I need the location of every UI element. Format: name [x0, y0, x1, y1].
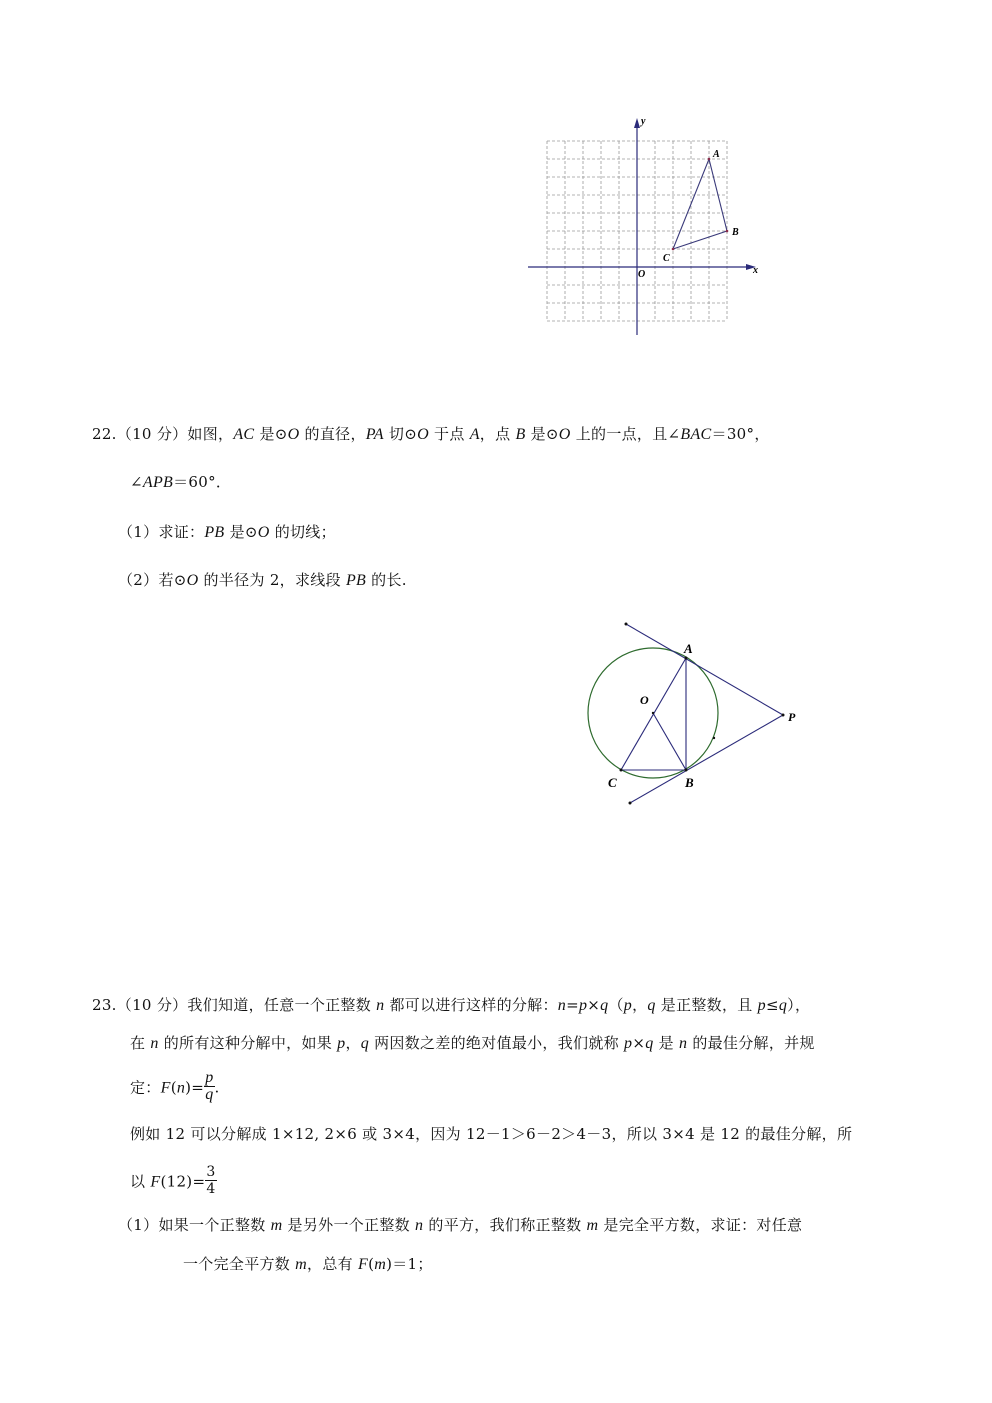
label-p: P: [788, 710, 796, 724]
text-run: 的切线；: [269, 523, 336, 541]
vertex-dot: [672, 248, 675, 251]
q23-example-arg: (12)=: [160, 1172, 206, 1191]
q23-sub1-line1: [118, 1215, 802, 1236]
origin-label: O: [638, 269, 646, 280]
tangent-line-pb: [630, 715, 783, 803]
text-run: 如图，: [187, 425, 234, 443]
text-run: ，: [345, 1034, 361, 1052]
vertex-label-b: B: [732, 227, 739, 238]
math-symbol: PB: [204, 524, 225, 541]
q23-example-func: F: [150, 1173, 161, 1191]
coordinate-grid-figure: [520, 110, 770, 345]
text-run: 是另外一个正整数: [282, 1216, 416, 1234]
q23-example-prefix: 以: [130, 1172, 151, 1191]
label-c: C: [608, 775, 617, 790]
text-run: 的所有这种分解中，如果: [158, 1034, 338, 1052]
math-symbol: p: [623, 997, 633, 1014]
text-run: 是正整数，且: [655, 996, 758, 1014]
text-run: ×: [587, 996, 601, 1014]
point-dot: [782, 714, 785, 717]
math-symbol: m: [270, 1217, 283, 1234]
text-run: 上的一点，且∠: [570, 425, 681, 443]
q23-def-func: F: [160, 1079, 171, 1097]
q23-statement: [187, 996, 810, 1014]
text-run: ），: [787, 996, 811, 1014]
text-run: 的最佳分解，并规: [687, 1034, 815, 1052]
math-symbol: n: [150, 1035, 159, 1052]
math-symbol: p: [624, 1035, 633, 1052]
text-run: 切⊙: [383, 425, 418, 443]
text-run: 是⊙: [254, 425, 288, 443]
point-dot: [713, 737, 715, 739]
math-symbol: F: [358, 1256, 369, 1273]
q22-sub1-text: [118, 523, 336, 541]
math-symbol: q: [645, 1035, 654, 1052]
text-run: ，总有: [307, 1255, 358, 1273]
text-run: 是: [653, 1034, 679, 1052]
vertex-label-c: C: [663, 253, 670, 264]
math-symbol: BAC: [680, 426, 712, 443]
text-run: （1）求证：: [118, 523, 205, 541]
point-dot: [652, 712, 654, 714]
vertex-label-a: A: [713, 149, 720, 160]
math-symbol: n: [678, 1035, 688, 1052]
text-run: (: [368, 1255, 375, 1273]
text-run: 一个完全平方数: [183, 1255, 296, 1273]
text-run: 的长.: [366, 571, 407, 589]
fraction-3-over-4: [205, 1164, 216, 1197]
q22-sub2-text: [118, 571, 407, 589]
text-run: 在: [130, 1034, 151, 1052]
math-symbol: APB: [142, 474, 174, 491]
fraction-numerator: p: [205, 1069, 214, 1086]
q23-line1: [92, 995, 810, 1016]
point-dot: [620, 769, 623, 772]
label-o: O: [640, 693, 649, 707]
text-run: 的直径，: [299, 425, 366, 443]
y-axis-label: y: [641, 116, 646, 127]
q22-statement: [187, 425, 769, 443]
text-run: ＝30°，: [711, 425, 770, 443]
q23-def-prefix: 定：: [130, 1078, 161, 1097]
q23-sub1-line2: [183, 1254, 433, 1275]
math-symbol: O: [287, 426, 300, 443]
q23-sub1-text-cont: [183, 1255, 433, 1273]
math-symbol: O: [558, 426, 571, 443]
math-symbol: PA: [365, 426, 384, 443]
q22-sub1: [118, 522, 336, 543]
x-axis-label: x: [753, 265, 758, 276]
q23-line2: [130, 1033, 815, 1054]
segment-ob: [653, 713, 686, 770]
text-run: 的半径为 2，求线段: [198, 571, 346, 589]
circle-tangent-figure: [580, 615, 810, 815]
math-symbol: B: [515, 426, 526, 443]
point-dot: [625, 623, 628, 626]
q23-line4: [130, 1124, 852, 1144]
fraction-numerator: 3: [206, 1164, 216, 1180]
math-symbol: m: [586, 1217, 599, 1234]
label-a: A: [684, 641, 693, 656]
triangle-outline: [673, 159, 727, 249]
text-run: 是⊙: [224, 523, 258, 541]
text-run: （1）如果一个正整数: [118, 1216, 271, 1234]
text-run: 是完全平方数，求证：对任意: [598, 1216, 803, 1234]
triangle-abc: [672, 158, 729, 251]
math-symbol: m: [374, 1256, 387, 1273]
text-run: ＝60°．: [173, 473, 232, 491]
text-run: ≤: [765, 996, 779, 1014]
q23-def-arg: n: [176, 1079, 186, 1097]
text-run: （2）若⊙: [118, 571, 187, 589]
q23-line5: [130, 1166, 217, 1199]
tangent-line-pa: [626, 624, 783, 715]
q22-number: 22.: [92, 425, 117, 443]
point-dot: [685, 657, 688, 660]
text-run: （: [608, 996, 624, 1014]
math-symbol: O: [186, 572, 199, 589]
math-symbol: q: [360, 1035, 370, 1052]
math-symbol: AC: [233, 426, 255, 443]
text-run: ∠: [130, 473, 143, 491]
math-symbol: O: [257, 524, 270, 541]
q22-statement-cont: [130, 473, 231, 491]
q22-sub2: [118, 570, 407, 591]
text-run: 都可以进行这样的分解：: [384, 996, 558, 1014]
text-run: 是⊙: [525, 425, 559, 443]
fraction-denominator: q: [205, 1086, 214, 1103]
text-run: 的平方，我们称正整数: [423, 1216, 587, 1234]
text-run: ×: [632, 1034, 646, 1052]
math-symbol: p: [578, 997, 588, 1014]
math-symbol: q: [647, 997, 656, 1014]
text-run: 我们知道，任意一个正整数: [187, 996, 377, 1014]
text-run: ，: [632, 996, 648, 1014]
label-b: B: [685, 775, 694, 790]
math-symbol: PB: [345, 572, 367, 589]
text-run: =: [566, 996, 579, 1014]
y-axis-arrow-icon: [634, 118, 640, 128]
math-symbol: p: [757, 997, 766, 1014]
text-run: )＝1；: [386, 1255, 433, 1273]
math-symbol: n: [557, 997, 567, 1014]
vertex-dot: [708, 158, 711, 161]
math-symbol: O: [417, 426, 429, 443]
math-symbol: n: [415, 1217, 424, 1234]
math-symbol: q: [600, 997, 609, 1014]
q22-score: （10 分）: [116, 425, 188, 443]
axes: [528, 118, 756, 335]
fraction-denominator: 4: [206, 1181, 216, 1197]
math-symbol: m: [295, 1256, 308, 1273]
q23-line3: 定：F(n)= $\frac{p}{q}$ .: [130, 1069, 220, 1103]
math-symbol: p: [337, 1035, 346, 1052]
point-dot: [685, 769, 688, 772]
text-run: 两因数之差的绝对值最小，我们就称: [369, 1034, 625, 1052]
q22-line2: [130, 472, 231, 493]
q23-number: 23.: [92, 996, 117, 1014]
q23-example: 例如 12 可以分解成 1×12, 2×6 或 3×4，因为 12－1＞6－2＞4－3，所以 3×4 是 12 的最佳分解，所: [130, 1125, 853, 1143]
point-dot: [629, 802, 632, 805]
text-run: 于点: [428, 425, 470, 443]
q23-statement-cont: [130, 1034, 815, 1052]
q23-score: （10 分）: [116, 996, 188, 1014]
math-symbol: A: [469, 426, 480, 443]
text-run: ，点: [479, 425, 516, 443]
q22-line1: [92, 424, 770, 445]
fraction-p-over-q: [204, 1070, 214, 1103]
q23-sub1-text: [118, 1216, 802, 1234]
math-symbol: n: [376, 997, 385, 1014]
math-symbol: q: [778, 997, 788, 1014]
vertex-dot: [726, 230, 729, 233]
